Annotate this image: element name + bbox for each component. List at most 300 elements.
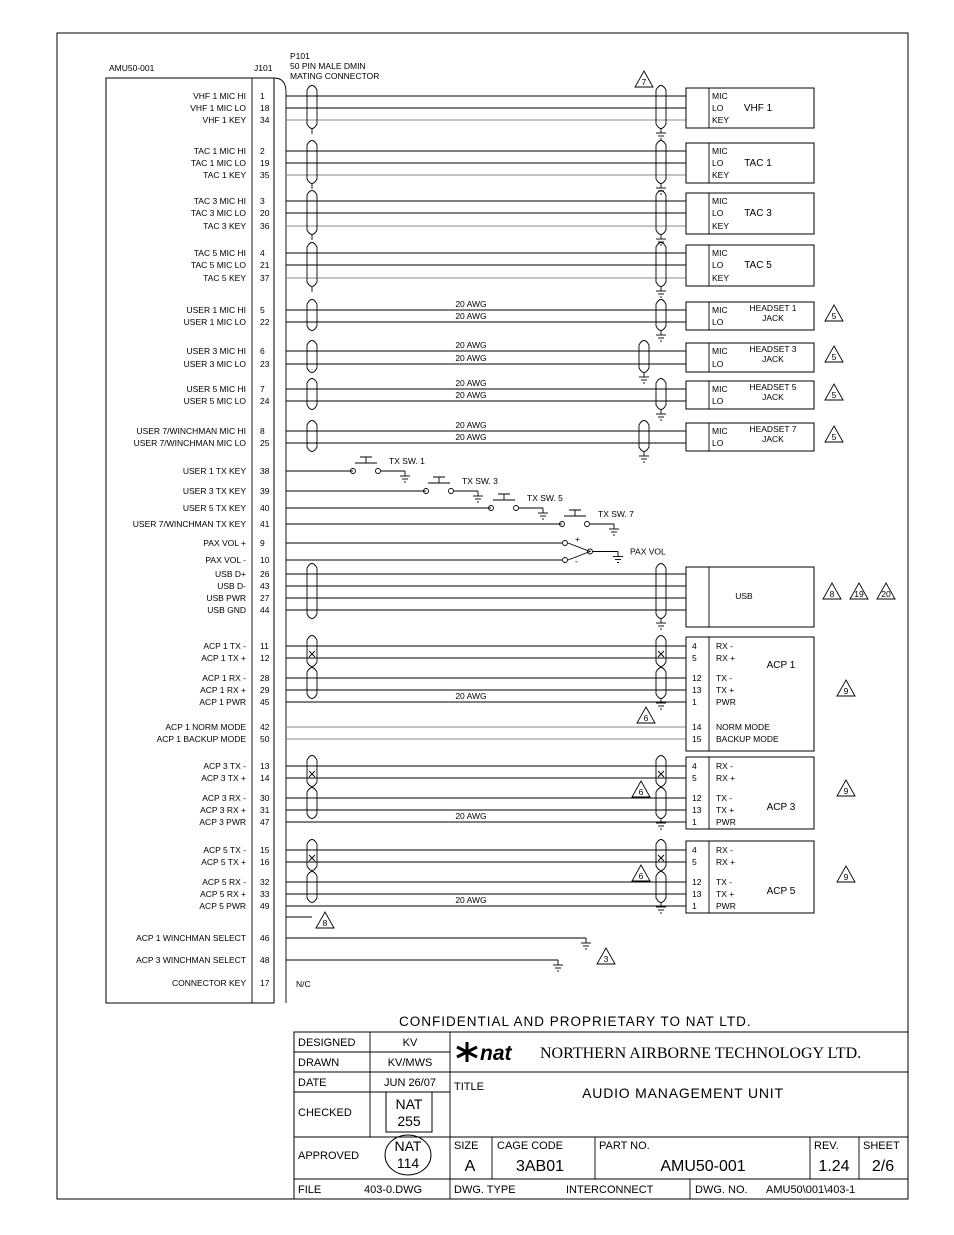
- jack-ref: J101: [254, 63, 273, 73]
- rev-label: REV.: [814, 1140, 839, 1152]
- headset-note-icon: [825, 426, 843, 442]
- ground-icon: [656, 902, 666, 913]
- pin-number-13: 13: [260, 761, 270, 771]
- acp-shield-right: [656, 636, 666, 667]
- acp-shield-note-icon: [632, 865, 650, 881]
- wire-group: [286, 86, 686, 972]
- note-number: 6: [643, 713, 649, 723]
- acp-name: ACP 3: [766, 802, 796, 813]
- acp-shield-left: [307, 840, 317, 871]
- acp-pin-num: 15: [692, 734, 702, 744]
- tx-switch-icon: [424, 477, 454, 494]
- pin-number-27: 27: [260, 593, 270, 603]
- headset-pin-LO: LO: [712, 359, 724, 369]
- pin-label-21: TAC 5 MIC LO: [190, 260, 246, 270]
- shield-note-icon: [635, 71, 653, 87]
- pin-label-50: ACP 1 BACKUP MODE: [156, 734, 246, 744]
- headset-name: HEADSET 7: [749, 424, 797, 434]
- approved-label: APPROVED: [298, 1150, 360, 1162]
- headset-shield-right: [656, 300, 666, 331]
- acp-pin-num: 4: [692, 641, 697, 651]
- headset-pin-MIC: MIC: [712, 346, 728, 356]
- pin-number-15: 15: [260, 845, 270, 855]
- acp-pin-num: 12: [692, 877, 702, 887]
- nat-logo: [457, 1042, 513, 1065]
- pin-label-31: ACP 3 RX +: [200, 805, 246, 815]
- pin-number-16: 16: [260, 857, 270, 867]
- winch-note-icon: [597, 948, 615, 964]
- part-label: PART NO.: [599, 1140, 650, 1152]
- usb-note-icon: [823, 583, 841, 599]
- title-block: [294, 1014, 908, 1199]
- wire-gauge-label: 20 AWG: [455, 299, 487, 309]
- note-number: 7: [641, 77, 647, 87]
- checked-stamp-line-1: NAT: [395, 1096, 423, 1112]
- pin-number-28: 28: [260, 673, 270, 683]
- note-number: 9: [843, 686, 849, 696]
- acp-pin-sig: RX -: [716, 845, 733, 855]
- radio-shield-left: [307, 243, 317, 287]
- radio-shield-right: [656, 243, 666, 287]
- drawn-label: DRAWN: [298, 1057, 340, 1069]
- radio-pin-LO: LO: [712, 260, 724, 270]
- acp-shield-right: [656, 840, 666, 871]
- pin-label-45: ACP 1 PWR: [199, 697, 246, 707]
- radio-shield-right: [656, 141, 666, 184]
- headset-sub: JACK: [762, 313, 784, 323]
- twist-mark: [658, 651, 664, 657]
- approved-stamp-line-1: NAT: [394, 1138, 422, 1154]
- ground-icon: [656, 234, 666, 245]
- wire-gauge-label: 20 AWG: [455, 378, 487, 388]
- radio-shield-right: [656, 86, 666, 129]
- rev-value: 1.24: [818, 1158, 850, 1175]
- acp-pin-sig: PWR: [716, 817, 736, 827]
- tx-switch-label: TX SW. 3: [462, 476, 498, 486]
- radio-name: TAC 1: [744, 158, 772, 169]
- twist-mark: [309, 651, 315, 657]
- radio-pin-MIC: MIC: [712, 196, 728, 206]
- logo-text: nat: [480, 1042, 512, 1065]
- headset-pin-MIC: MIC: [712, 426, 728, 436]
- note-number: 6: [638, 871, 644, 881]
- ground-icon: [613, 552, 623, 563]
- acp-pin-sig: TX +: [716, 685, 735, 695]
- pin-label-19: TAC 1 MIC LO: [190, 158, 246, 168]
- pin-number-26: 26: [260, 569, 270, 579]
- acp-pin-num: 1: [692, 697, 697, 707]
- headset-shield-right: [639, 421, 649, 452]
- pin-label-35: TAC 1 KEY: [203, 170, 246, 180]
- note-number: 9: [843, 786, 849, 796]
- date-value: JUN 26/07: [384, 1077, 436, 1089]
- ground-icon: [656, 128, 666, 139]
- acp-shield-right: [656, 668, 666, 699]
- wire-gauge-label: 20 AWG: [455, 353, 487, 363]
- pin-number-17: 17: [260, 978, 270, 988]
- size-value: A: [464, 1158, 476, 1175]
- pin-label-4: TAC 5 MIC HI: [193, 248, 246, 258]
- ground-icon: [553, 960, 563, 971]
- pin-label-27: USB PWR: [206, 593, 246, 603]
- radio-pin-LO: LO: [712, 158, 724, 168]
- headset-shield-left: [307, 379, 317, 410]
- ground-icon: [656, 618, 666, 629]
- acp-pin-num: 5: [692, 653, 697, 663]
- radio-pin-MIC: MIC: [712, 146, 728, 156]
- pin-label-24: USER 5 MIC LO: [183, 396, 246, 406]
- pin-label-8: USER 7/WINCHMAN MIC HI: [136, 426, 246, 436]
- pin-label-group: [133, 91, 270, 988]
- pin-number-12: 12: [260, 653, 270, 663]
- pin-number-24: 24: [260, 396, 270, 406]
- acp-pin-sig: RX -: [716, 641, 733, 651]
- pax-pot-wiper: [568, 543, 590, 560]
- dwg-no-label: DWG. NO.: [695, 1184, 748, 1196]
- note-number: 19: [854, 589, 864, 599]
- note-number: 5: [831, 432, 837, 442]
- acp-pin-sig: TX +: [716, 889, 735, 899]
- acp-name: ACP 1: [766, 660, 796, 671]
- note-number: 9: [843, 872, 849, 882]
- acp-pin-sig: TX +: [716, 805, 735, 815]
- acp-pin-sig: TX -: [716, 877, 733, 887]
- radio-pin-KEY: KEY: [712, 221, 730, 231]
- ground-icon: [656, 698, 666, 709]
- ground-icon: [656, 330, 666, 341]
- size-label: SIZE: [454, 1140, 479, 1152]
- acp-pin-sig: NORM MODE: [716, 722, 770, 732]
- pin-number-4: 4: [260, 248, 265, 258]
- pin-number-49: 49: [260, 901, 270, 911]
- pin-number-29: 29: [260, 685, 270, 695]
- pin-label-16: ACP 5 TX +: [201, 857, 246, 867]
- acp-pin-num: 13: [692, 685, 702, 695]
- pin-label-18: VHF 1 MIC LO: [190, 103, 246, 113]
- cage-label: CAGE CODE: [497, 1140, 564, 1152]
- date-label: DATE: [298, 1077, 327, 1089]
- wire-gauge-label: 20 AWG: [455, 390, 487, 400]
- pin-number-50: 50: [260, 734, 270, 744]
- headset-sub: JACK: [762, 434, 784, 444]
- radio-pin-KEY: KEY: [712, 273, 730, 283]
- ground-icon: [656, 409, 666, 420]
- switch-actuator: [493, 494, 515, 500]
- pin-label-32: ACP 5 RX -: [202, 877, 246, 887]
- pin-number-8: 8: [260, 426, 265, 436]
- wire-gauge-label: 20 AWG: [455, 691, 487, 701]
- acp-pin-sig: TX -: [716, 673, 733, 683]
- headset-note-icon: [825, 384, 843, 400]
- radio-name: TAC 5: [744, 260, 772, 271]
- pin-number-47: 47: [260, 817, 270, 827]
- wire-gauge-label: 20 AWG: [455, 432, 487, 442]
- pin-label-22: USER 1 MIC LO: [183, 317, 246, 327]
- radio-pin-MIC: MIC: [712, 91, 728, 101]
- usb-label: USB: [735, 591, 753, 601]
- acp-pin-num: 4: [692, 761, 697, 771]
- acp-pin-sig: RX -: [716, 761, 733, 771]
- radio-pin-KEY: KEY: [712, 170, 730, 180]
- headset-pin-LO: LO: [712, 317, 724, 327]
- twist-mark: [309, 771, 315, 777]
- pin-number-21: 21: [260, 260, 270, 270]
- pin-number-37: 37: [260, 273, 270, 283]
- pin-number-33: 33: [260, 889, 270, 899]
- note-number: 8: [322, 918, 328, 928]
- pin-label-20: TAC 3 MIC LO: [190, 208, 246, 218]
- pin-number-31: 31: [260, 805, 270, 815]
- wire-gauge-label: 20 AWG: [455, 420, 487, 430]
- pin-number-10: 10: [260, 555, 270, 565]
- checked-label: CHECKED: [298, 1107, 352, 1119]
- acp-note-icon: [837, 780, 855, 796]
- part-value: AMU50-001: [660, 1158, 746, 1175]
- note-number: 3: [603, 954, 609, 964]
- pin-number-3: 3: [260, 196, 265, 206]
- acp-pin-sig: PWR: [716, 901, 736, 911]
- acp-pin-num: 13: [692, 805, 702, 815]
- sheet-label: SHEET: [863, 1140, 900, 1152]
- pin-label-30: ACP 3 RX -: [202, 793, 246, 803]
- switch-actuator: [428, 477, 450, 483]
- pin-label-9: PAX VOL +: [203, 538, 246, 548]
- pin-label-5: USER 1 MIC HI: [186, 305, 246, 315]
- pax-vol-label: PAX VOL: [630, 546, 666, 557]
- note-number: 5: [831, 390, 837, 400]
- acp-shield-left: [307, 756, 317, 787]
- switch-contact: [376, 469, 381, 474]
- acp-shield-left: [307, 872, 317, 903]
- pin-number-2: 2: [260, 146, 265, 156]
- pin-number-34: 34: [260, 115, 270, 125]
- wire-gauge-label: 20 AWG: [455, 340, 487, 350]
- headset-shield-left: [307, 300, 317, 331]
- dwg-type-label: DWG. TYPE: [454, 1184, 516, 1196]
- pin-label-40: USER 5 TX KEY: [182, 503, 246, 513]
- drawing-title: AUDIO MANAGEMENT UNIT: [582, 1085, 784, 1101]
- acp-pin-num: 12: [692, 793, 702, 803]
- ground-icon: [639, 372, 649, 383]
- acp-shield-note-icon: [637, 707, 655, 723]
- acp-pin-sig: RX +: [716, 773, 736, 783]
- tx-switch-icon: [560, 510, 590, 527]
- radio-pin-LO: LO: [712, 103, 724, 113]
- device-group: [316, 71, 895, 964]
- switch-actuator: [355, 457, 377, 463]
- pin-label-39: USER 3 TX KEY: [182, 486, 246, 496]
- plug-desc-1: 50 PIN MALE DMIN: [290, 61, 366, 71]
- pin-label-37: TAC 5 KEY: [203, 273, 246, 283]
- pin-label-41: USER 7/WINCHMAN TX KEY: [132, 519, 246, 529]
- pin-number-5: 5: [260, 305, 265, 315]
- pin-number-41: 41: [260, 519, 270, 529]
- acp-shield-right: [656, 788, 666, 819]
- headset-name: HEADSET 3: [749, 344, 797, 354]
- pin-number-14: 14: [260, 773, 270, 783]
- ground-icon: [609, 524, 619, 535]
- pin-number-23: 23: [260, 359, 270, 369]
- pin-label-47: ACP 3 PWR: [199, 817, 246, 827]
- pin-label-17: CONNECTOR KEY: [172, 978, 246, 988]
- acp-pin-sig: PWR: [716, 697, 736, 707]
- pin-label-49: ACP 5 PWR: [199, 901, 246, 911]
- radio-shield-right: [656, 191, 666, 235]
- headset-pin-LO: LO: [712, 396, 724, 406]
- pin-number-25: 25: [260, 438, 270, 448]
- pin-label-6: USER 3 MIC HI: [186, 346, 246, 356]
- acp-shield-left: [307, 788, 317, 819]
- pin-label-38: USER 1 TX KEY: [182, 466, 246, 476]
- radio-name: VHF 1: [743, 103, 773, 114]
- pin-number-42: 42: [260, 722, 270, 732]
- pin-label-29: ACP 1 RX +: [200, 685, 246, 695]
- pin-label-25: USER 7/WINCHMAN MIC LO: [133, 438, 246, 448]
- twist-mark: [658, 855, 664, 861]
- radio-pin-LO: LO: [712, 208, 724, 218]
- pin-number-32: 32: [260, 877, 270, 887]
- ground-icon: [473, 491, 483, 502]
- designed-value: KV: [402, 1037, 418, 1049]
- pin-number-20: 20: [260, 208, 270, 218]
- acp-shield-left: [307, 668, 317, 699]
- pax-plus: +: [575, 534, 580, 544]
- note-number: 8: [829, 589, 835, 599]
- plug-desc-2: MATING CONNECTOR: [290, 71, 380, 81]
- pin-number-40: 40: [260, 503, 270, 513]
- acp-pin-num: 13: [692, 889, 702, 899]
- tx-switch-label: TX SW. 5: [527, 493, 563, 503]
- wire-gauge-label: 20 AWG: [455, 311, 487, 321]
- pax-contact: [563, 558, 568, 563]
- tx-switch-icon: [351, 457, 381, 474]
- acp-shield-left: [307, 636, 317, 667]
- checked-stamp-line-2: 255: [397, 1113, 421, 1129]
- acp-pin-num: 4: [692, 845, 697, 855]
- pin-number-44: 44: [260, 605, 270, 615]
- acp-pin-num: 1: [692, 817, 697, 827]
- ground-icon: [400, 471, 410, 482]
- pin-label-13: ACP 3 TX -: [203, 761, 246, 771]
- pin-number-22: 22: [260, 317, 270, 327]
- pin-label-33: ACP 5 RX +: [200, 889, 246, 899]
- pin-number-18: 18: [260, 103, 270, 113]
- acp-shield-right: [656, 872, 666, 903]
- pax-contact: [563, 541, 568, 546]
- pin-label-2: TAC 1 MIC HI: [193, 146, 246, 156]
- acp-note-icon: [837, 866, 855, 882]
- pin-label-36: TAC 3 KEY: [203, 221, 246, 231]
- pin-number-36: 36: [260, 221, 270, 231]
- pin-number-39: 39: [260, 486, 270, 496]
- note-number: 5: [831, 311, 837, 321]
- tx-switch-label: TX SW. 7: [598, 509, 634, 519]
- acp-note-icon: [837, 680, 855, 696]
- pin-label-34: VHF 1 KEY: [202, 115, 246, 125]
- pin-number-46: 46: [260, 933, 270, 943]
- pin-number-38: 38: [260, 466, 270, 476]
- pin-label-48: ACP 3 WINCHMAN SELECT: [136, 955, 246, 965]
- headset-note-icon: [825, 305, 843, 321]
- acp-pin-num: 5: [692, 773, 697, 783]
- plug-ref: P101: [290, 51, 310, 61]
- acp-pin-sig: RX +: [716, 653, 736, 663]
- radio-shield-left: [307, 86, 317, 129]
- acp-pin-num: 5: [692, 857, 697, 867]
- acp-pin-sig: TX -: [716, 793, 733, 803]
- connector-body: [274, 78, 286, 1003]
- note-number: 20: [881, 589, 891, 599]
- acp-pin-sig: BACKUP MODE: [716, 734, 779, 744]
- pin-number-9: 9: [260, 538, 265, 548]
- acp-shield-note-icon: [632, 781, 650, 797]
- headset-name: HEADSET 1: [749, 303, 797, 313]
- asterisk-icon: [457, 1042, 477, 1062]
- twist-mark: [309, 855, 315, 861]
- headset-sub: JACK: [762, 354, 784, 364]
- radio-shield-left: [307, 141, 317, 184]
- unit-name: AMU50-001: [109, 63, 155, 73]
- pin-label-42: ACP 1 NORM MODE: [165, 722, 246, 732]
- pin-label-12: ACP 1 TX +: [201, 653, 246, 663]
- pin-label-44: USB GND: [207, 605, 246, 615]
- pin-number-48: 48: [260, 955, 270, 965]
- acp-pin-num: 14: [692, 722, 702, 732]
- wire-gauge-label: 20 AWG: [455, 895, 487, 905]
- wire-gauge-label: 20 AWG: [455, 811, 487, 821]
- cage-value: 3AB01: [515, 1158, 565, 1175]
- ground-icon: [538, 508, 548, 519]
- pin-number-35: 35: [260, 170, 270, 180]
- note-number: 6: [638, 787, 644, 797]
- title-label: TITLE: [454, 1081, 484, 1093]
- pin-label-3: TAC 3 MIC HI: [193, 196, 246, 206]
- pin-label-26: USB D+: [215, 569, 246, 579]
- headset-pin-LO: LO: [712, 438, 724, 448]
- note-number: 5: [831, 352, 837, 362]
- acp-name: ACP 5: [766, 886, 796, 897]
- ground-icon: [656, 286, 666, 297]
- headset-sub: JACK: [762, 392, 784, 402]
- pin-number-19: 19: [260, 158, 270, 168]
- confidential-note: CONFIDENTIAL AND PROPRIETARY TO NAT LTD.: [399, 1014, 752, 1029]
- switch-contact: [514, 506, 519, 511]
- pin-number-6: 6: [260, 346, 265, 356]
- pin-label-10: PAX VOL -: [205, 555, 246, 565]
- headset-name: HEADSET 5: [749, 382, 797, 392]
- pin-label-11: ACP 1 TX -: [203, 641, 246, 651]
- switch-actuator: [564, 510, 586, 516]
- file-label: FILE: [298, 1184, 322, 1196]
- headset-note-icon: [825, 346, 843, 362]
- drawn-value: KV/MWS: [387, 1057, 433, 1069]
- sheet-value: 2/6: [871, 1158, 895, 1175]
- pin-label-46: ACP 1 WINCHMAN SELECT: [136, 933, 246, 943]
- designed-label: DESIGNED: [298, 1037, 356, 1049]
- acp-pin-sig: RX +: [716, 857, 736, 867]
- pin-number-1: 1: [260, 91, 265, 101]
- pin-number-7: 7: [260, 384, 265, 394]
- tx-switch-icon: [489, 494, 519, 511]
- nc-label: N/C: [296, 979, 311, 989]
- ground-icon: [639, 451, 649, 462]
- radio-name: TAC 3: [744, 208, 772, 219]
- company-name: NORTHERN AIRBORNE TECHNOLOGY LTD.: [540, 1045, 862, 1062]
- pin-number-45: 45: [260, 697, 270, 707]
- acp-box: [686, 757, 814, 829]
- tx-switch-label: TX SW. 1: [389, 456, 425, 466]
- dwg-no-value: AMU50\001\403-1: [766, 1184, 856, 1196]
